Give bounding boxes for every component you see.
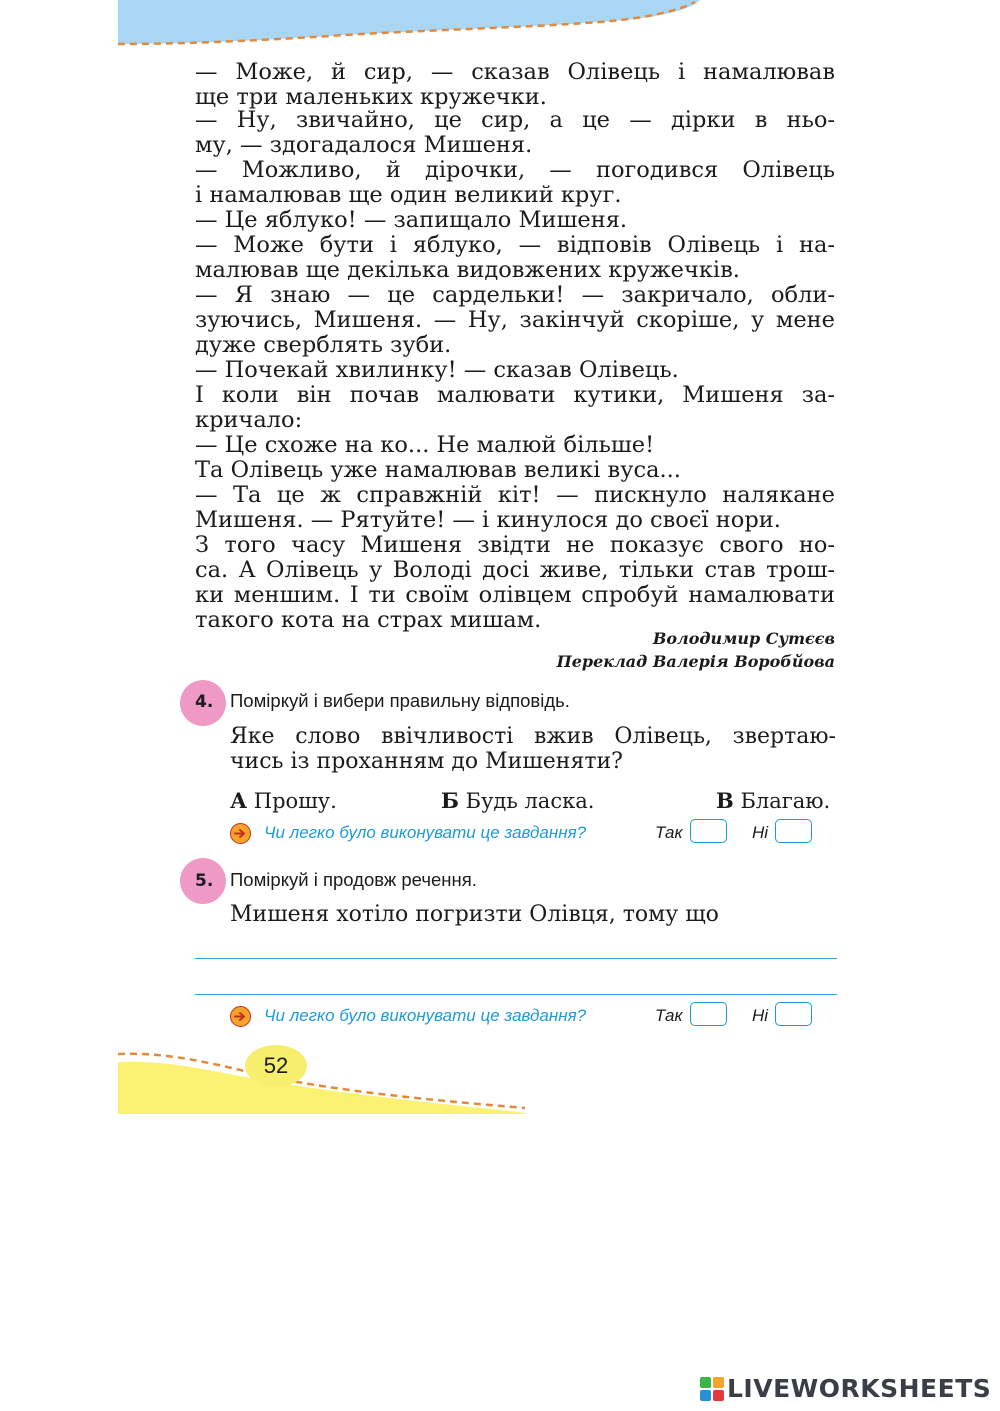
bottom-wave-decoration — [0, 1050, 1000, 1120]
story-line: — Може, й сир, — сказав Олівець і намалював — [195, 59, 835, 85]
option-text: Прошу. — [253, 789, 337, 813]
story-line: — Ну, звичайно, це сир, а це — дірки в ньо- — [195, 107, 835, 133]
no-checkbox[interactable] — [775, 1002, 812, 1026]
story-line: Та Олівець уже намалював великі вуса... — [195, 457, 681, 483]
story-line: Мишеня. — Рятуйте! — і кинулося до своєї нори. — [195, 507, 781, 533]
story-line: — Та це ж справжній кіт! — пискнуло налякане — [195, 482, 835, 508]
translator-name: Переклад Валерія Воробйова — [556, 652, 835, 671]
story-line: З того часу Мишеня звідти не показує свого но- — [195, 532, 835, 558]
top-wave-decoration — [0, 0, 1000, 60]
sentence-prompt: Мишеня хотіло погризти Олівця, тому що — [230, 902, 719, 927]
option-text: Благаю. — [740, 789, 831, 813]
brand-name: LIVEWORKSHEETS — [727, 1374, 992, 1403]
page-number: 52 — [245, 1045, 307, 1087]
yes-checkbox[interactable] — [690, 1002, 727, 1026]
difficulty-feedback — [230, 823, 830, 847]
option-letter: Б — [441, 788, 459, 813]
yes-label: Так — [655, 823, 683, 842]
answer-line[interactable] — [195, 994, 837, 995]
task-number: 5. — [195, 871, 214, 891]
story-line: — Це яблуко! — запищало Мишеня. — [195, 207, 628, 233]
story-line: ки меншим. І ти своїм олівцем спробуй намалювати — [195, 582, 835, 608]
feedback-question: Чи легко було виконувати це завдання? — [264, 823, 587, 842]
story-line: ще три маленьких кружечки. — [195, 84, 547, 110]
difficulty-feedback — [230, 1006, 830, 1030]
arrow-icon — [230, 823, 251, 844]
story-line: — Почекай хвилинку! — сказав Олівець. — [195, 357, 679, 383]
question-line: чись із проханням до Мишеняти? — [230, 749, 623, 774]
no-checkbox[interactable] — [775, 819, 812, 843]
question-line: Яке слово ввічливості вжив Олівець, звертаю- — [230, 724, 836, 749]
author-name: Володимир Сутєєв — [652, 629, 835, 648]
story-line: кричало: — [195, 407, 303, 433]
story-line: му, — здогадалося Мишеня. — [195, 132, 533, 158]
story-line: і намалював ще один великий круг. — [195, 182, 622, 208]
story-line: такого кота на страх мишам. — [195, 607, 542, 633]
logo-icon — [700, 1377, 724, 1401]
yes-checkbox[interactable] — [690, 819, 727, 843]
option-letter: А — [230, 788, 248, 813]
story-line: — Може бути і яблуко, — відповів Олівець і на- — [195, 232, 835, 258]
option-b[interactable] — [441, 788, 594, 813]
task-title: Поміркуй і продовж речення. — [230, 869, 477, 890]
answer-line[interactable] — [195, 958, 837, 959]
story-line: І коли він почав малювати кутики, Мишеня за- — [195, 382, 835, 408]
story-line: — Це схоже на ко... Не малюй більше! — [195, 432, 655, 458]
story-line: — Я знаю — це сардельки! — закричало, обли- — [195, 282, 835, 308]
feedback-question: Чи легко було виконувати це завдання? — [264, 1006, 587, 1025]
story-line: дуже сверблять зуби. — [195, 332, 452, 358]
yes-label: Так — [655, 1006, 683, 1025]
story-line: зуючись, Мишеня. — Ну, закінчуй скоріше, у мене — [195, 307, 835, 333]
task-number: 4. — [195, 692, 214, 712]
no-label: Ні — [752, 1006, 769, 1025]
story-line: — Можливо, й дірочки, — погодився Олівець — [195, 157, 835, 183]
option-letter: В — [716, 788, 734, 813]
arrow-icon — [230, 1006, 251, 1027]
option-text: Будь ласка. — [465, 789, 595, 813]
option-a[interactable] — [230, 788, 337, 813]
no-label: Ні — [752, 823, 769, 842]
task-title: Поміркуй і вибери правильну відповідь. — [230, 690, 570, 711]
option-c[interactable] — [716, 788, 830, 813]
story-line: са. А Олівець у Володі досі живе, тільки став трош- — [195, 557, 835, 583]
story-line: малював ще декілька видовжених кружечків. — [195, 257, 740, 283]
